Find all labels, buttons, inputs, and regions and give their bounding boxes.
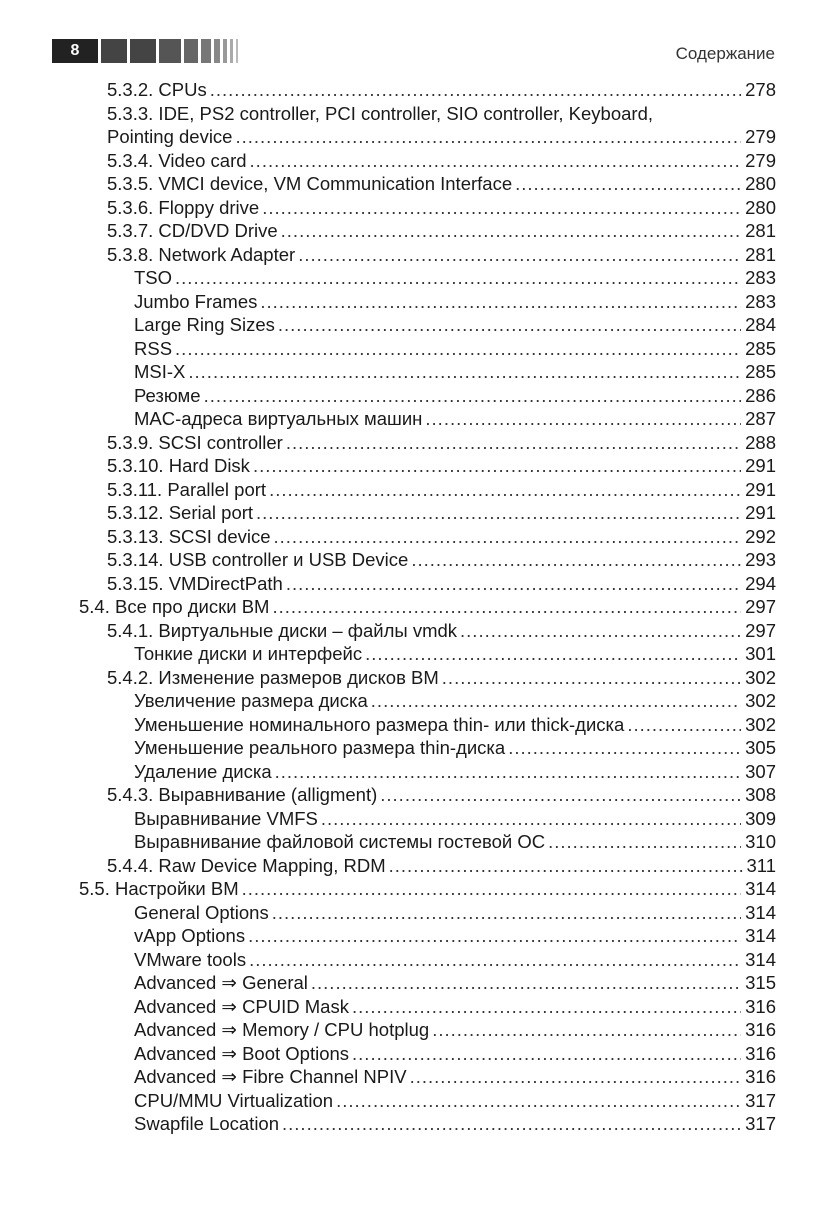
dot-leader	[269, 478, 741, 501]
dot-leader	[365, 642, 741, 665]
dot-leader	[389, 854, 743, 877]
toc-entry-page: 317	[745, 1089, 776, 1111]
toc-entry[interactable]	[134, 807, 776, 831]
toc-entry[interactable]	[134, 360, 776, 384]
toc-entry[interactable]	[107, 619, 776, 643]
toc-entry-page: 308	[745, 784, 776, 805]
toc-entry[interactable]	[134, 642, 776, 666]
toc-entry-page: 305	[745, 737, 776, 758]
toc-entry[interactable]	[107, 548, 776, 572]
toc-entry[interactable]	[107, 572, 776, 596]
toc-entry-page: 297	[745, 596, 776, 617]
toc-entry-page: 283	[745, 267, 776, 288]
toc-entry-page: 287	[745, 408, 776, 429]
dot-leader	[253, 454, 741, 477]
toc-entry[interactable]	[134, 971, 776, 995]
toc-entry-page: 279	[745, 149, 776, 171]
dot-leader	[371, 689, 741, 712]
toc-entry[interactable]	[107, 172, 776, 196]
toc-entry[interactable]	[134, 901, 776, 925]
toc-entry-title: Jumbo Frames	[134, 290, 258, 312]
toc-entry[interactable]	[134, 924, 776, 948]
toc-entry-page: 278	[745, 79, 776, 100]
dot-leader	[298, 243, 741, 266]
toc-entry-title: Тонкие диски и интерфейс	[134, 643, 363, 664]
toc-entry-title: CPU/MMU Virtualization	[134, 1089, 334, 1111]
toc-entry-page: 309	[745, 807, 776, 829]
toc-entry-title: 5.3.8. Network Adapter	[107, 243, 296, 265]
toc-entry-page: 285	[745, 361, 776, 382]
toc-entry-page: 302	[745, 666, 776, 688]
toc-entry-page: 291	[745, 502, 776, 523]
toc-entry[interactable]	[134, 313, 776, 337]
dot-leader	[352, 995, 741, 1018]
dot-leader	[175, 337, 741, 360]
toc-entry[interactable]	[107, 454, 776, 478]
toc-entry-page: 284	[745, 314, 776, 335]
toc-entry[interactable]	[107, 243, 776, 267]
dot-leader	[175, 266, 741, 289]
dot-leader	[336, 1089, 741, 1112]
toc-entry[interactable]	[107, 125, 776, 149]
dot-leader	[260, 290, 741, 313]
dot-leader	[432, 1018, 741, 1041]
toc-entry-title: Large Ring Sizes	[134, 314, 275, 335]
toc-entry-page: 316	[745, 1019, 776, 1040]
dot-leader	[410, 1065, 742, 1088]
toc-entry-title: 5.3.14. USB controller и USB Device	[107, 549, 409, 570]
dot-leader	[188, 360, 741, 383]
toc-entry-page: 280	[745, 173, 776, 194]
toc-entry-title: 5.4. Все про диски ВМ	[79, 596, 270, 617]
toc-entry-page: 288	[745, 431, 776, 453]
toc-entry-title: 5.3.3. IDE, PS2 controller, PCI controller, SIO controller, Keyboard,	[107, 102, 654, 124]
toc-entry-title: vApp Options	[134, 925, 246, 946]
dot-leader	[425, 407, 741, 430]
dot-leader	[210, 78, 741, 101]
section-title: Содержание	[675, 44, 775, 63]
toc-entry[interactable]	[107, 196, 776, 220]
toc-entry[interactable]	[107, 431, 776, 455]
dot-leader	[275, 760, 742, 783]
dot-leader	[627, 713, 741, 736]
dot-leader	[411, 548, 741, 571]
toc-entry[interactable]	[134, 266, 776, 290]
toc-entry-title: 5.3.15. VMDirectPath	[107, 572, 283, 594]
dot-leader	[274, 525, 742, 548]
toc-entry-title: 5.4.1. Виртуальные диски – файлы vmdk	[107, 619, 458, 641]
toc-entry-page: 302	[745, 713, 776, 735]
toc-entry[interactable]	[79, 595, 776, 619]
toc-entry-page: 317	[745, 1113, 776, 1134]
toc-entry-page: 279	[745, 126, 776, 147]
dot-leader	[548, 830, 741, 853]
dot-leader	[311, 971, 741, 994]
toc-entry-title: 5.3.9. SCSI controller	[107, 431, 283, 453]
toc-entry-title: Резюме	[134, 384, 201, 406]
dot-leader	[278, 313, 741, 336]
toc-entry-title: Advanced ⇒ Memory / CPU hotplug	[134, 1019, 430, 1040]
toc-entry[interactable]	[134, 995, 776, 1019]
toc-entry-page: 294	[745, 572, 776, 594]
toc-entry[interactable]	[134, 1065, 776, 1089]
toc-entry-page: 310	[745, 831, 776, 852]
dot-leader	[249, 948, 741, 971]
dot-leader	[286, 572, 741, 595]
toc-entry-page: 285	[745, 337, 776, 359]
toc-entry[interactable]	[107, 783, 776, 807]
toc-entry[interactable]	[134, 948, 776, 972]
dot-leader	[248, 924, 741, 947]
toc-entry-title: 5.3.5. VMCI device, VM Communication Interface	[107, 173, 513, 194]
toc-entry-title: Swapfile Location	[134, 1113, 280, 1134]
toc-entry-page: 281	[745, 220, 776, 241]
toc-entry-title: Advanced ⇒ CPUID Mask	[134, 995, 349, 1017]
toc-entry-page: 314	[745, 948, 776, 970]
dot-leader	[321, 807, 741, 830]
toc-entry[interactable]	[107, 219, 776, 243]
toc-entry[interactable]	[134, 290, 776, 314]
dot-leader	[281, 219, 741, 242]
toc-entry-page: 283	[745, 290, 776, 312]
toc-entry-page: 280	[745, 196, 776, 218]
toc-entry[interactable]	[107, 478, 776, 502]
toc-entry-page: 291	[745, 478, 776, 500]
toc-entry[interactable]	[107, 149, 776, 173]
toc-entry-page: 297	[745, 619, 776, 641]
dot-leader	[272, 901, 741, 924]
toc-entry-title: Advanced ⇒ Fibre Channel NPIV	[134, 1066, 407, 1087]
dot-leader	[515, 172, 741, 195]
toc-entry[interactable]	[134, 384, 776, 408]
toc-entry-title: MAC-адреса виртуальных машин	[134, 408, 423, 429]
toc-entry-title: 5.3.7. CD/DVD Drive	[107, 220, 278, 241]
toc-entry-title: Увеличение размера диска	[134, 690, 368, 711]
dot-leader	[352, 1042, 741, 1065]
toc-entry-title: 5.3.10. Hard Disk	[107, 455, 250, 476]
toc-entry[interactable]	[134, 713, 776, 737]
toc-entry[interactable]	[134, 1089, 776, 1113]
toc-entry[interactable]	[107, 854, 776, 878]
toc-entry-title: Уменьшение реального размера thin-диска	[134, 737, 506, 758]
toc-entry[interactable]	[134, 830, 776, 854]
toc-entry-title: 5.3.6. Floppy drive	[107, 196, 260, 218]
toc-entry[interactable]	[134, 689, 776, 713]
dot-leader	[250, 149, 742, 172]
toc-entry[interactable]	[134, 337, 776, 361]
toc-entry-title: 5.3.2. CPUs	[107, 79, 207, 100]
toc-entry-title: Advanced ⇒ Boot Options	[134, 1042, 350, 1064]
toc-entry[interactable]	[107, 501, 776, 525]
header-decoration-bars	[101, 39, 238, 63]
toc-entry-title: RSS	[134, 337, 173, 359]
toc-entry-page: 302	[745, 690, 776, 711]
toc-entry-page: 315	[745, 972, 776, 993]
toc-entry-page: 301	[745, 643, 776, 664]
toc-entry-page: 311	[746, 854, 776, 876]
toc-entry-page: 281	[745, 243, 776, 265]
dot-leader	[235, 125, 741, 148]
dot-leader	[204, 384, 742, 407]
toc-entry-title: General Options	[134, 901, 269, 923]
toc-entry-title: VMware tools	[134, 948, 247, 970]
toc-entry-title: 5.3.4. Video card	[107, 149, 247, 171]
toc-entry[interactable]	[134, 1112, 776, 1136]
toc-entry-title: TSO	[134, 267, 173, 288]
toc-entry[interactable]	[107, 525, 776, 549]
dot-leader	[460, 619, 741, 642]
toc-entry-title: 5.3.11. Parallel port	[107, 478, 267, 500]
toc-entry-page: 314	[745, 878, 776, 899]
toc-entry-title: Выравнивание VMFS	[134, 807, 318, 829]
dot-leader	[508, 736, 741, 759]
toc-entry[interactable]	[134, 760, 776, 784]
toc-entry-title: MSI-X	[134, 361, 186, 382]
dot-leader	[256, 501, 741, 524]
toc-entry-title: 5.4.4. Raw Device Mapping, RDM	[107, 854, 386, 876]
toc-entry-title: Advanced ⇒ General	[134, 972, 308, 993]
dot-leader	[442, 666, 741, 689]
toc-entry-title: 5.3.12. Serial port	[107, 502, 254, 523]
toc-entry[interactable]	[134, 1018, 776, 1042]
toc-entry[interactable]	[107, 666, 776, 690]
toc-entry-page: 286	[745, 384, 776, 406]
dot-leader	[262, 196, 741, 219]
toc-entry-title: Удаление диска	[134, 760, 272, 782]
toc-entry[interactable]	[134, 736, 776, 760]
toc-entry-page: 314	[745, 925, 776, 946]
toc-entry-page: 314	[745, 901, 776, 923]
toc-entry-page: 291	[745, 455, 776, 476]
toc-entry[interactable]	[134, 1042, 776, 1066]
dot-leader	[282, 1112, 741, 1135]
dot-leader	[242, 877, 742, 900]
page-header	[0, 38, 827, 68]
toc-entry-title: 5.5. Настройки ВМ	[79, 878, 239, 899]
page-number: 8	[52, 39, 98, 63]
toc-entry-title: 5.3.13. SCSI device	[107, 525, 271, 547]
toc-entry-page: 293	[745, 549, 776, 570]
toc-entry-title: 5.4.2. Изменение размеров дисков ВМ	[107, 666, 439, 688]
toc-entry-page: 316	[745, 1066, 776, 1087]
toc-entry-title: Выравнивание файловой системы гостевой ОС	[134, 831, 546, 852]
toc-entry-page: 292	[745, 525, 776, 547]
toc-entry-title: 5.4.3. Выравнивание (alligment)	[107, 784, 378, 805]
toc-entry[interactable]	[107, 78, 776, 102]
toc-entry-page: 316	[745, 995, 776, 1017]
toc-entry-page: 316	[745, 1042, 776, 1064]
dot-leader	[272, 595, 741, 618]
dot-leader	[286, 431, 741, 454]
toc-entry-title: Pointing device	[107, 126, 233, 147]
dot-leader	[380, 783, 741, 806]
toc-entry-page: 307	[745, 760, 776, 782]
toc-entry[interactable]	[79, 877, 776, 901]
toc-entry-title: Уменьшение номинального размера thin- или thick-диска	[134, 713, 625, 735]
toc-entry[interactable]	[134, 407, 776, 431]
